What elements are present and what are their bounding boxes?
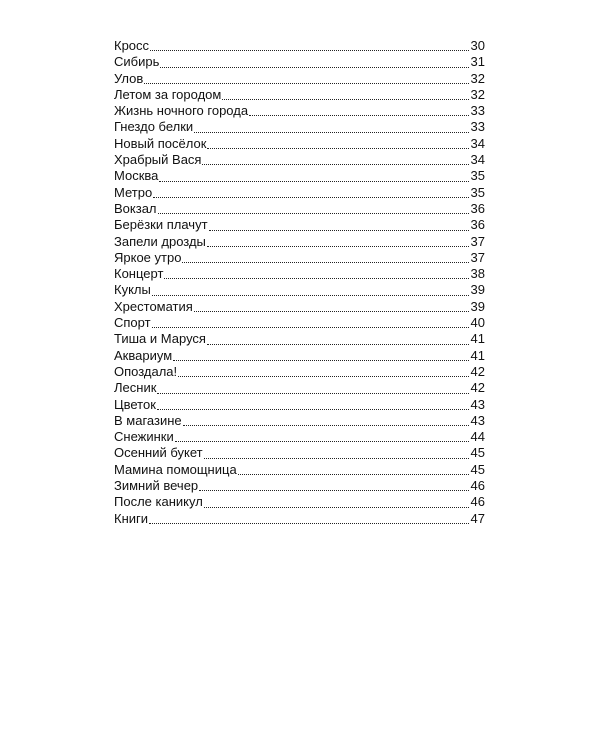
toc-dot-leader [204,458,469,459]
toc-entry [114,54,485,70]
toc-entry-title: Яркое утро [114,249,182,265]
toc-entry [114,38,485,54]
toc-entry-title: Новый посёлок [114,135,207,151]
toc-entry-page-number: 35 [470,168,485,184]
toc-dot-leader [194,311,469,312]
toc-dot-leader [199,490,468,491]
toc-entry-title: Гнездо белки [114,119,194,135]
toc-entry [114,445,485,461]
toc-entry [114,136,485,152]
toc-entry-title: Метро [114,184,153,200]
toc-entry [114,103,485,119]
toc-dot-leader [207,246,469,247]
toc-entry [114,282,485,298]
toc-entry [114,478,485,494]
toc-entry-title: Опоздала! [114,363,178,379]
toc-dot-leader [157,393,468,394]
toc-entry-page-number: 38 [470,266,485,282]
toc-entry [114,413,485,429]
toc-entry-page-number: 34 [470,152,485,168]
toc-entry-title: Цветок [114,396,156,412]
toc-entry-title: Запели дрозды [114,233,206,249]
toc-entry-page-number: 44 [470,429,485,445]
toc-list [114,38,485,527]
toc-entry [114,364,485,380]
toc-entry [114,462,485,478]
toc-entry-page-number: 46 [470,494,485,510]
toc-entry-title: Вокзал [114,200,157,216]
toc-dot-leader [207,148,468,149]
toc-entry [114,429,485,445]
toc-dot-leader [144,83,468,84]
toc-entry-page-number: 45 [470,445,485,461]
toc-dot-leader [150,50,468,51]
toc-dot-leader [158,213,469,214]
toc-entry-title: Куклы [114,282,151,298]
toc-dot-leader [157,409,469,410]
toc-entry-title: Аквариум [114,347,173,363]
toc-entry-page-number: 30 [470,38,485,53]
toc-entry [114,119,485,135]
toc-dot-leader [175,441,469,442]
table-of-contents [114,38,485,527]
toc-entry-title: Сибирь [114,54,160,70]
toc-dot-leader [153,197,468,198]
toc-entry-page-number: 41 [470,331,485,347]
toc-dot-leader [164,278,468,279]
toc-entry [114,331,485,347]
toc-dot-leader [207,344,469,345]
toc-entry-page-number: 37 [470,233,485,249]
toc-entry-page-number: 35 [470,184,485,200]
toc-entry [114,348,485,364]
toc-entry-title: Хрестоматия [114,298,193,314]
toc-entry-page-number: 46 [470,478,485,494]
toc-entry [114,168,485,184]
toc-dot-leader [159,181,468,182]
toc-dot-leader [173,360,468,361]
toc-entry-title: Лесник [114,380,157,396]
toc-dot-leader [209,230,469,231]
toc-dot-leader [222,99,468,100]
toc-entry-title: Спорт [114,315,151,331]
toc-entry-page-number: 37 [470,249,485,265]
toc-entry-title: Жизнь ночного города [114,103,249,119]
toc-entry-title: Книги [114,510,149,526]
toc-entry [114,87,485,103]
toc-entry-title: Зимний вечер [114,478,199,494]
toc-dot-leader [178,376,468,377]
toc-entry-title: Храбрый Вася [114,152,202,168]
toc-entry [114,217,485,233]
toc-entry-page-number: 39 [470,298,485,314]
toc-entry-page-number: 47 [470,510,485,526]
toc-entry-page-number: 41 [470,347,485,363]
toc-entry-page-number: 34 [470,135,485,151]
toc-entry [114,397,485,413]
toc-entry-page-number: 33 [470,119,485,135]
toc-entry-title: Москва [114,168,159,184]
toc-entry-page-number: 43 [470,412,485,428]
toc-dot-leader [202,164,468,165]
toc-entry-page-number: 42 [470,380,485,396]
toc-entry [114,234,485,250]
toc-entry-title: Летом за городом [114,86,222,102]
toc-entry [114,299,485,315]
toc-dot-leader [204,507,469,508]
toc-dot-leader [249,115,468,116]
toc-dot-leader [182,262,468,263]
toc-dot-leader [183,425,469,426]
toc-entry-page-number: 42 [470,363,485,379]
toc-entry-title: Снежинки [114,429,174,445]
toc-dot-leader [152,295,469,296]
toc-entry [114,152,485,168]
toc-entry [114,185,485,201]
toc-entry-page-number: 32 [470,70,485,86]
toc-entry-page-number: 33 [470,103,485,119]
toc-entry-page-number: 36 [470,200,485,216]
toc-entry [114,315,485,331]
toc-entry-title: В магазине [114,412,182,428]
toc-entry-title: Кросс [114,38,150,53]
toc-dot-leader [194,132,468,133]
toc-entry-title: Осенний букет [114,445,203,461]
toc-dot-leader [238,474,469,475]
toc-entry-page-number: 40 [470,315,485,331]
toc-entry-page-number: 32 [470,86,485,102]
toc-entry-title: После каникул [114,494,203,510]
toc-entry-title: Концерт [114,266,164,282]
toc-entry [114,266,485,282]
toc-entry-title: Мамина помощница [114,461,237,477]
toc-entry-page-number: 45 [470,461,485,477]
toc-entry-page-number: 31 [470,54,485,70]
toc-entry [114,494,485,510]
toc-dot-leader [152,327,469,328]
toc-dot-leader [160,67,468,68]
toc-dot-leader [149,523,469,524]
toc-entry [114,511,485,527]
toc-entry-page-number: 36 [470,217,485,233]
toc-entry-page-number: 43 [470,396,485,412]
toc-entry-page-number: 39 [470,282,485,298]
toc-entry [114,250,485,266]
toc-entry [114,380,485,396]
toc-entry-title: Берёзки плачут [114,217,208,233]
toc-entry [114,201,485,217]
toc-entry-title: Улов [114,70,144,86]
toc-entry [114,71,485,87]
toc-entry-title: Тиша и Маруся [114,331,206,347]
